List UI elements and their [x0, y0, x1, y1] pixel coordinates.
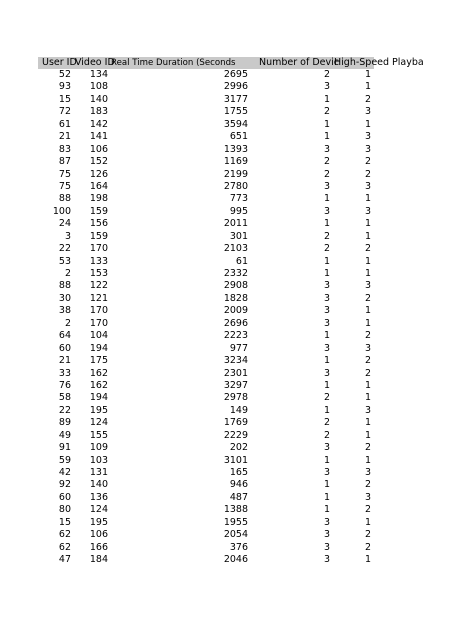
cell-high-speed-playback: 3	[364, 131, 371, 143]
cell-real-time-duration: 2229	[223, 429, 248, 441]
cell-video-id: 170	[89, 305, 108, 317]
cell-real-time-duration: 2996	[223, 81, 248, 93]
cell-high-speed-playback: 3	[364, 280, 371, 292]
cell-real-time-duration: 1955	[223, 516, 248, 528]
cell-real-time-duration: 1755	[223, 106, 248, 118]
cell-user-id: 53	[58, 255, 71, 267]
cell-high-speed-playback: 1	[364, 268, 371, 279]
cell-real-time-duration: 3101	[223, 454, 248, 466]
cell-user-id: 60	[58, 491, 71, 503]
cell-high-speed-playback: 1	[364, 417, 371, 429]
cell-number-of-devices: 1	[323, 93, 330, 105]
cell-video-id: 103	[89, 454, 108, 466]
cell-number-of-devices: 1	[323, 454, 330, 466]
header-video-id: Video ID	[75, 57, 115, 68]
table-row	[38, 554, 374, 566]
cell-real-time-duration: 487	[229, 491, 248, 503]
cell-video-id: 175	[89, 355, 108, 367]
cell-high-speed-playback: 1	[364, 554, 371, 566]
cell-high-speed-playback: 2	[364, 93, 371, 105]
cell-user-id: 76	[58, 379, 71, 391]
cell-high-speed-playback: 1	[364, 516, 371, 528]
cell-real-time-duration: 2199	[223, 168, 248, 180]
cell-video-id: 141	[89, 131, 108, 143]
cell-number-of-devices: 1	[323, 379, 330, 391]
cell-high-speed-playback: 2	[364, 168, 371, 180]
spreadsheet	[38, 57, 424, 567]
cell-real-time-duration: 3297	[223, 379, 248, 391]
table-row	[38, 318, 374, 330]
cell-video-id: 156	[89, 218, 108, 230]
cell-real-time-duration: 2054	[223, 529, 248, 541]
cell-user-id: 61	[58, 118, 71, 130]
table-row	[38, 144, 374, 156]
cell-high-speed-playback: 1	[364, 81, 371, 93]
table-body	[38, 69, 374, 567]
cell-video-id: 133	[89, 255, 108, 267]
cell-number-of-devices: 3	[323, 516, 330, 528]
cell-video-id: 194	[89, 342, 108, 354]
cell-user-id: 93	[58, 81, 71, 93]
cell-video-id: 194	[89, 392, 108, 404]
cell-high-speed-playback: 3	[364, 106, 371, 118]
cell-user-id: 22	[58, 404, 71, 416]
cell-number-of-devices: 1	[323, 193, 330, 205]
cell-number-of-devices: 3	[323, 342, 330, 354]
cell-video-id: 195	[89, 404, 108, 416]
cell-user-id: 42	[58, 467, 71, 478]
table-row	[38, 417, 374, 429]
cell-number-of-devices: 1	[323, 118, 330, 130]
cell-user-id: 47	[58, 554, 71, 566]
cell-video-id: 152	[89, 156, 108, 168]
cell-user-id: 60	[58, 342, 71, 354]
cell-video-id: 136	[89, 491, 108, 503]
cell-high-speed-playback: 1	[364, 392, 371, 404]
table-row	[38, 169, 374, 181]
cell-user-id: 75	[58, 168, 71, 180]
cell-real-time-duration: 61	[235, 255, 248, 267]
table-row	[38, 256, 374, 268]
table-row	[38, 119, 374, 131]
cell-user-id: 62	[58, 541, 71, 553]
cell-video-id: 142	[89, 118, 108, 130]
cell-number-of-devices: 3	[323, 467, 330, 478]
table-row	[38, 529, 374, 541]
cell-video-id: 124	[89, 417, 108, 429]
table-row	[38, 280, 374, 292]
header-high-speed-playback: High-Speed Playba	[334, 57, 424, 68]
cell-real-time-duration: 2009	[223, 305, 248, 317]
cell-number-of-devices: 3	[323, 280, 330, 292]
cell-video-id: 164	[89, 180, 108, 192]
cell-number-of-devices: 3	[323, 143, 330, 155]
cell-real-time-duration: 2103	[223, 243, 248, 255]
table-row	[38, 181, 374, 193]
cell-real-time-duration: 946	[229, 479, 248, 491]
cell-user-id: 22	[58, 243, 71, 255]
cell-high-speed-playback: 3	[364, 491, 371, 503]
header-number-of-devices: Number of Devic	[259, 57, 340, 68]
cell-video-id: 170	[89, 317, 108, 329]
table-row	[38, 492, 374, 504]
cell-user-id: 58	[58, 392, 71, 404]
cell-video-id: 195	[89, 516, 108, 528]
table-row	[38, 355, 374, 367]
cell-real-time-duration: 3234	[223, 355, 248, 367]
table-row	[38, 330, 374, 342]
cell-high-speed-playback: 1	[364, 193, 371, 205]
cell-high-speed-playback: 2	[364, 479, 371, 491]
table-row	[38, 405, 374, 417]
cell-number-of-devices: 3	[323, 367, 330, 379]
cell-high-speed-playback: 1	[364, 429, 371, 441]
cell-high-speed-playback: 1	[364, 317, 371, 329]
cell-number-of-devices: 3	[323, 205, 330, 217]
cell-user-id: 33	[58, 367, 71, 379]
header-row	[38, 57, 424, 69]
cell-user-id: 24	[58, 218, 71, 230]
cell-user-id: 80	[58, 504, 71, 516]
table-row	[38, 156, 374, 168]
cell-number-of-devices: 3	[323, 180, 330, 192]
cell-real-time-duration: 2332	[223, 268, 248, 279]
cell-high-speed-playback: 2	[364, 355, 371, 367]
cell-number-of-devices: 1	[323, 330, 330, 342]
cell-user-id: 2	[64, 317, 71, 329]
table-row	[38, 94, 374, 106]
cell-user-id: 87	[58, 156, 71, 168]
table-row	[38, 392, 374, 404]
cell-video-id: 108	[89, 81, 108, 93]
cell-video-id: 198	[89, 193, 108, 205]
cell-number-of-devices: 2	[323, 429, 330, 441]
cell-real-time-duration: 202	[229, 442, 248, 454]
table-row	[38, 380, 374, 392]
cell-real-time-duration: 376	[229, 541, 248, 553]
cell-high-speed-playback: 2	[364, 504, 371, 516]
cell-real-time-duration: 3594	[223, 118, 248, 130]
cell-high-speed-playback: 1	[364, 379, 371, 391]
cell-high-speed-playback: 1	[364, 454, 371, 466]
cell-real-time-duration: 2978	[223, 392, 248, 404]
cell-high-speed-playback: 3	[364, 342, 371, 354]
cell-video-id: 184	[89, 554, 108, 566]
cell-video-id: 162	[89, 379, 108, 391]
cell-user-id: 30	[58, 292, 71, 304]
cell-user-id: 59	[58, 454, 71, 466]
cell-user-id: 100	[52, 205, 71, 217]
cell-high-speed-playback: 1	[364, 69, 371, 80]
cell-video-id: 153	[89, 268, 108, 279]
cell-number-of-devices: 1	[323, 355, 330, 367]
cell-video-id: 121	[89, 292, 108, 304]
cell-high-speed-playback: 3	[364, 143, 371, 155]
cell-user-id: 15	[58, 93, 71, 105]
cell-number-of-devices: 1	[323, 491, 330, 503]
table-row	[38, 455, 374, 467]
cell-high-speed-playback: 2	[364, 243, 371, 255]
table-row	[38, 81, 374, 93]
cell-user-id: 83	[58, 143, 71, 155]
table-row	[38, 479, 374, 491]
cell-high-speed-playback: 3	[364, 180, 371, 192]
table-row	[38, 106, 374, 118]
cell-high-speed-playback: 3	[364, 467, 371, 478]
table-row	[38, 243, 374, 255]
cell-number-of-devices: 1	[323, 131, 330, 143]
cell-number-of-devices: 2	[323, 106, 330, 118]
cell-user-id: 72	[58, 106, 71, 118]
cell-real-time-duration: 1393	[223, 143, 248, 155]
cell-number-of-devices: 3	[323, 292, 330, 304]
cell-video-id: 140	[89, 93, 108, 105]
cell-high-speed-playback: 1	[364, 230, 371, 242]
cell-number-of-devices: 3	[323, 81, 330, 93]
cell-number-of-devices: 1	[323, 255, 330, 267]
table-row	[38, 504, 374, 516]
table-row	[38, 517, 374, 529]
cell-real-time-duration: 995	[229, 205, 248, 217]
table-row	[38, 231, 374, 243]
cell-user-id: 62	[58, 529, 71, 541]
cell-number-of-devices: 2	[323, 230, 330, 242]
cell-number-of-devices: 2	[323, 417, 330, 429]
cell-video-id: 166	[89, 541, 108, 553]
cell-number-of-devices: 3	[323, 529, 330, 541]
cell-number-of-devices: 1	[323, 404, 330, 416]
cell-real-time-duration: 2696	[223, 317, 248, 329]
cell-number-of-devices: 3	[323, 305, 330, 317]
cell-video-id: 109	[89, 442, 108, 454]
cell-user-id: 21	[58, 355, 71, 367]
cell-number-of-devices: 2	[323, 392, 330, 404]
table-row	[38, 69, 374, 81]
cell-user-id: 75	[58, 180, 71, 192]
cell-real-time-duration: 2695	[223, 69, 248, 80]
cell-high-speed-playback: 3	[364, 404, 371, 416]
cell-user-id: 21	[58, 131, 71, 143]
cell-user-id: 49	[58, 429, 71, 441]
cell-high-speed-playback: 2	[364, 367, 371, 379]
cell-video-id: 126	[89, 168, 108, 180]
cell-high-speed-playback: 1	[364, 218, 371, 230]
table-row	[38, 131, 374, 143]
cell-number-of-devices: 2	[323, 156, 330, 168]
cell-number-of-devices: 1	[323, 479, 330, 491]
table-row	[38, 206, 374, 218]
cell-high-speed-playback: 1	[364, 305, 371, 317]
cell-user-id: 15	[58, 516, 71, 528]
cell-real-time-duration: 3177	[223, 93, 248, 105]
cell-user-id: 91	[58, 442, 71, 454]
cell-high-speed-playback: 2	[364, 442, 371, 454]
cell-video-id: 159	[89, 230, 108, 242]
cell-video-id: 122	[89, 280, 108, 292]
cell-high-speed-playback: 1	[364, 118, 371, 130]
cell-real-time-duration: 2046	[223, 554, 248, 566]
cell-real-time-duration: 2223	[223, 330, 248, 342]
cell-real-time-duration: 149	[229, 404, 248, 416]
cell-number-of-devices: 3	[323, 442, 330, 454]
cell-high-speed-playback: 2	[364, 529, 371, 541]
cell-number-of-devices: 3	[323, 317, 330, 329]
cell-video-id: 106	[89, 143, 108, 155]
cell-real-time-duration: 1169	[223, 156, 248, 168]
cell-video-id: 134	[89, 69, 108, 80]
cell-real-time-duration: 2780	[223, 180, 248, 192]
cell-video-id: 131	[89, 467, 108, 478]
cell-high-speed-playback: 2	[364, 330, 371, 342]
cell-video-id: 170	[89, 243, 108, 255]
table-row	[38, 193, 374, 205]
cell-number-of-devices: 2	[323, 69, 330, 80]
cell-high-speed-playback: 2	[364, 292, 371, 304]
cell-number-of-devices: 3	[323, 554, 330, 566]
cell-user-id: 88	[58, 193, 71, 205]
cell-real-time-duration: 773	[229, 193, 248, 205]
table-row	[38, 368, 374, 380]
cell-real-time-duration: 2301	[223, 367, 248, 379]
table-row	[38, 268, 374, 280]
cell-high-speed-playback: 1	[364, 255, 371, 267]
cell-real-time-duration: 1388	[223, 504, 248, 516]
cell-number-of-devices: 1	[323, 504, 330, 516]
cell-user-id: 64	[58, 330, 71, 342]
cell-number-of-devices: 1	[323, 218, 330, 230]
cell-real-time-duration: 301	[229, 230, 248, 242]
cell-high-speed-playback: 2	[364, 541, 371, 553]
cell-real-time-duration: 651	[229, 131, 248, 143]
cell-video-id: 106	[89, 529, 108, 541]
cell-user-id: 38	[58, 305, 71, 317]
table-row	[38, 430, 374, 442]
cell-video-id: 124	[89, 504, 108, 516]
cell-number-of-devices: 2	[323, 243, 330, 255]
cell-real-time-duration: 2908	[223, 280, 248, 292]
cell-video-id: 159	[89, 205, 108, 217]
cell-video-id: 162	[89, 367, 108, 379]
table-row	[38, 218, 374, 230]
table-row	[38, 467, 374, 479]
header-user-id: User ID	[42, 57, 77, 68]
cell-real-time-duration: 1828	[223, 292, 248, 304]
cell-number-of-devices: 2	[323, 168, 330, 180]
cell-real-time-duration: 1769	[223, 417, 248, 429]
cell-user-id: 3	[64, 230, 71, 242]
cell-video-id: 104	[89, 330, 108, 342]
header-real-time-duration: Real Time Duration (Seconds	[111, 58, 236, 68]
table-row	[38, 442, 374, 454]
cell-user-id: 52	[58, 69, 71, 80]
cell-real-time-duration: 165	[229, 467, 248, 478]
table-row	[38, 343, 374, 355]
cell-video-id: 183	[89, 106, 108, 118]
cell-high-speed-playback: 2	[364, 156, 371, 168]
cell-number-of-devices: 3	[323, 541, 330, 553]
cell-user-id: 88	[58, 280, 71, 292]
cell-user-id: 2	[64, 268, 71, 279]
cell-real-time-duration: 2011	[223, 218, 248, 230]
cell-video-id: 155	[89, 429, 108, 441]
cell-number-of-devices: 1	[323, 268, 330, 279]
table-row	[38, 305, 374, 317]
cell-user-id: 92	[58, 479, 71, 491]
cell-real-time-duration: 977	[229, 342, 248, 354]
cell-user-id: 89	[58, 417, 71, 429]
table-row	[38, 542, 374, 554]
table-row	[38, 293, 374, 305]
cell-video-id: 140	[89, 479, 108, 491]
cell-high-speed-playback: 3	[364, 205, 371, 217]
